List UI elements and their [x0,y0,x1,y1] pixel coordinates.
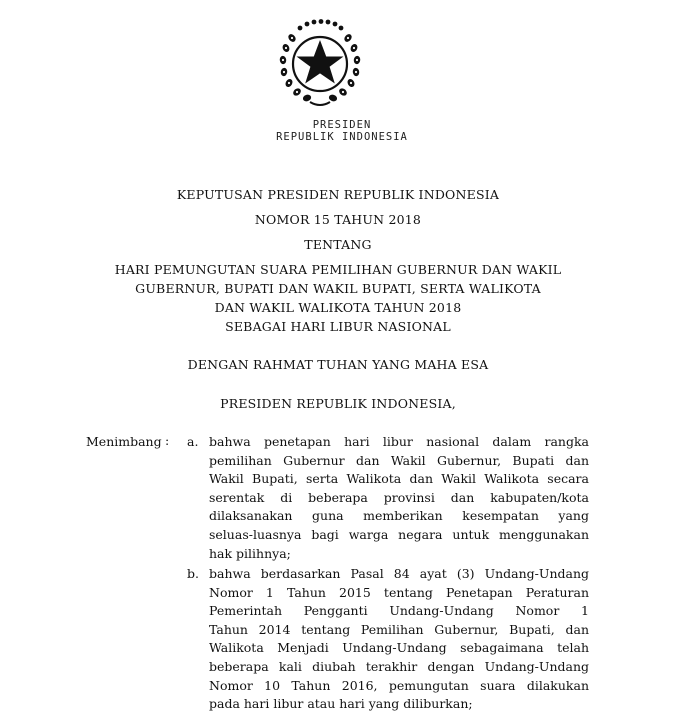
paragraph-line: hak pilihnya; [209,545,291,561]
paragraph-line: Tahun 2014 tentang Pemilihan Gubernur, Bupati, dan [209,621,589,637]
considering-colon: : [165,433,170,448]
decree-title: KEPUTUSAN PRESIDEN REPUBLIK INDONESIA [176,187,500,202]
decree-subject-line2: GUBERNUR, BUPATI DAN WAKIL BUPATI, SERTA WALIKOTA [135,281,541,296]
blessing-line: DENGAN RAHMAT TUHAN YANG MAHA ESA [187,357,489,372]
consideration-paragraph-b [209,565,589,714]
paragraph-line: seluas-luasnya bagi warga negara untuk menggunakan [209,526,589,542]
paragraph-line: dilaksanakan guna memberikan kesempatan yang [209,508,589,524]
decree-about: TENTANG [304,237,372,252]
decree-subject-line1: HARI PEMUNGUTAN SUARA PEMILIHAN GUBERNUR DAN WAKIL [114,262,562,277]
office-name-line1: PRESIDEN [312,119,372,131]
decree-number: NOMOR 15 TAHUN 2018 [254,212,422,227]
office-name-line2: REPUBLIK INDONESIA [276,131,408,143]
paragraph-line: Nomor 10 Tahun 2016, pemungutan suara dilakukan [209,677,589,693]
paragraph-line: serentak di beberapa provinsi dan kabupaten/kota [209,489,589,505]
paragraph-line: Walikota Menjadi Undang-Undang sebagaimana telah [209,640,589,656]
authority-line: PRESIDEN REPUBLIK INDONESIA, [220,396,456,411]
paragraph-line: Pemerintah Pengganti Undang-Undang Nomor 1 [209,603,589,619]
decree-subject-line3: DAN WAKIL WALIKOTA TAHUN 2018 [214,300,462,315]
paragraph-line: Wakil Bupati, serta Walikota dan Wakil Walikota secara [209,471,589,487]
consideration-paragraph-a [209,433,589,563]
item-marker-a: a. [187,434,199,449]
considering-label: Menimbang [86,434,162,449]
paragraph-line: pada hari libur atau hari yang diliburkan; [209,696,473,712]
garuda-star-emblem-icon [270,18,370,110]
paragraph-line: pemilihan Gubernur dan Wakil Gubernur, Bupati dan [209,452,589,468]
paragraph-line: Nomor 1 Tahun 2015 tentang Penetapan Peraturan [209,584,589,600]
item-marker-b: b. [187,566,199,581]
paragraph-line: bahwa berdasarkan Pasal 84 ayat (3) Undang-Undang [209,566,589,581]
paragraph-line: beberapa kali diubah terakhir dengan Undang-Undang [209,658,589,674]
decree-subject-line4: SEBAGAI HARI LIBUR NASIONAL [225,319,451,334]
paragraph-line: bahwa penetapan hari libur nasional dalam rangka [209,434,589,449]
